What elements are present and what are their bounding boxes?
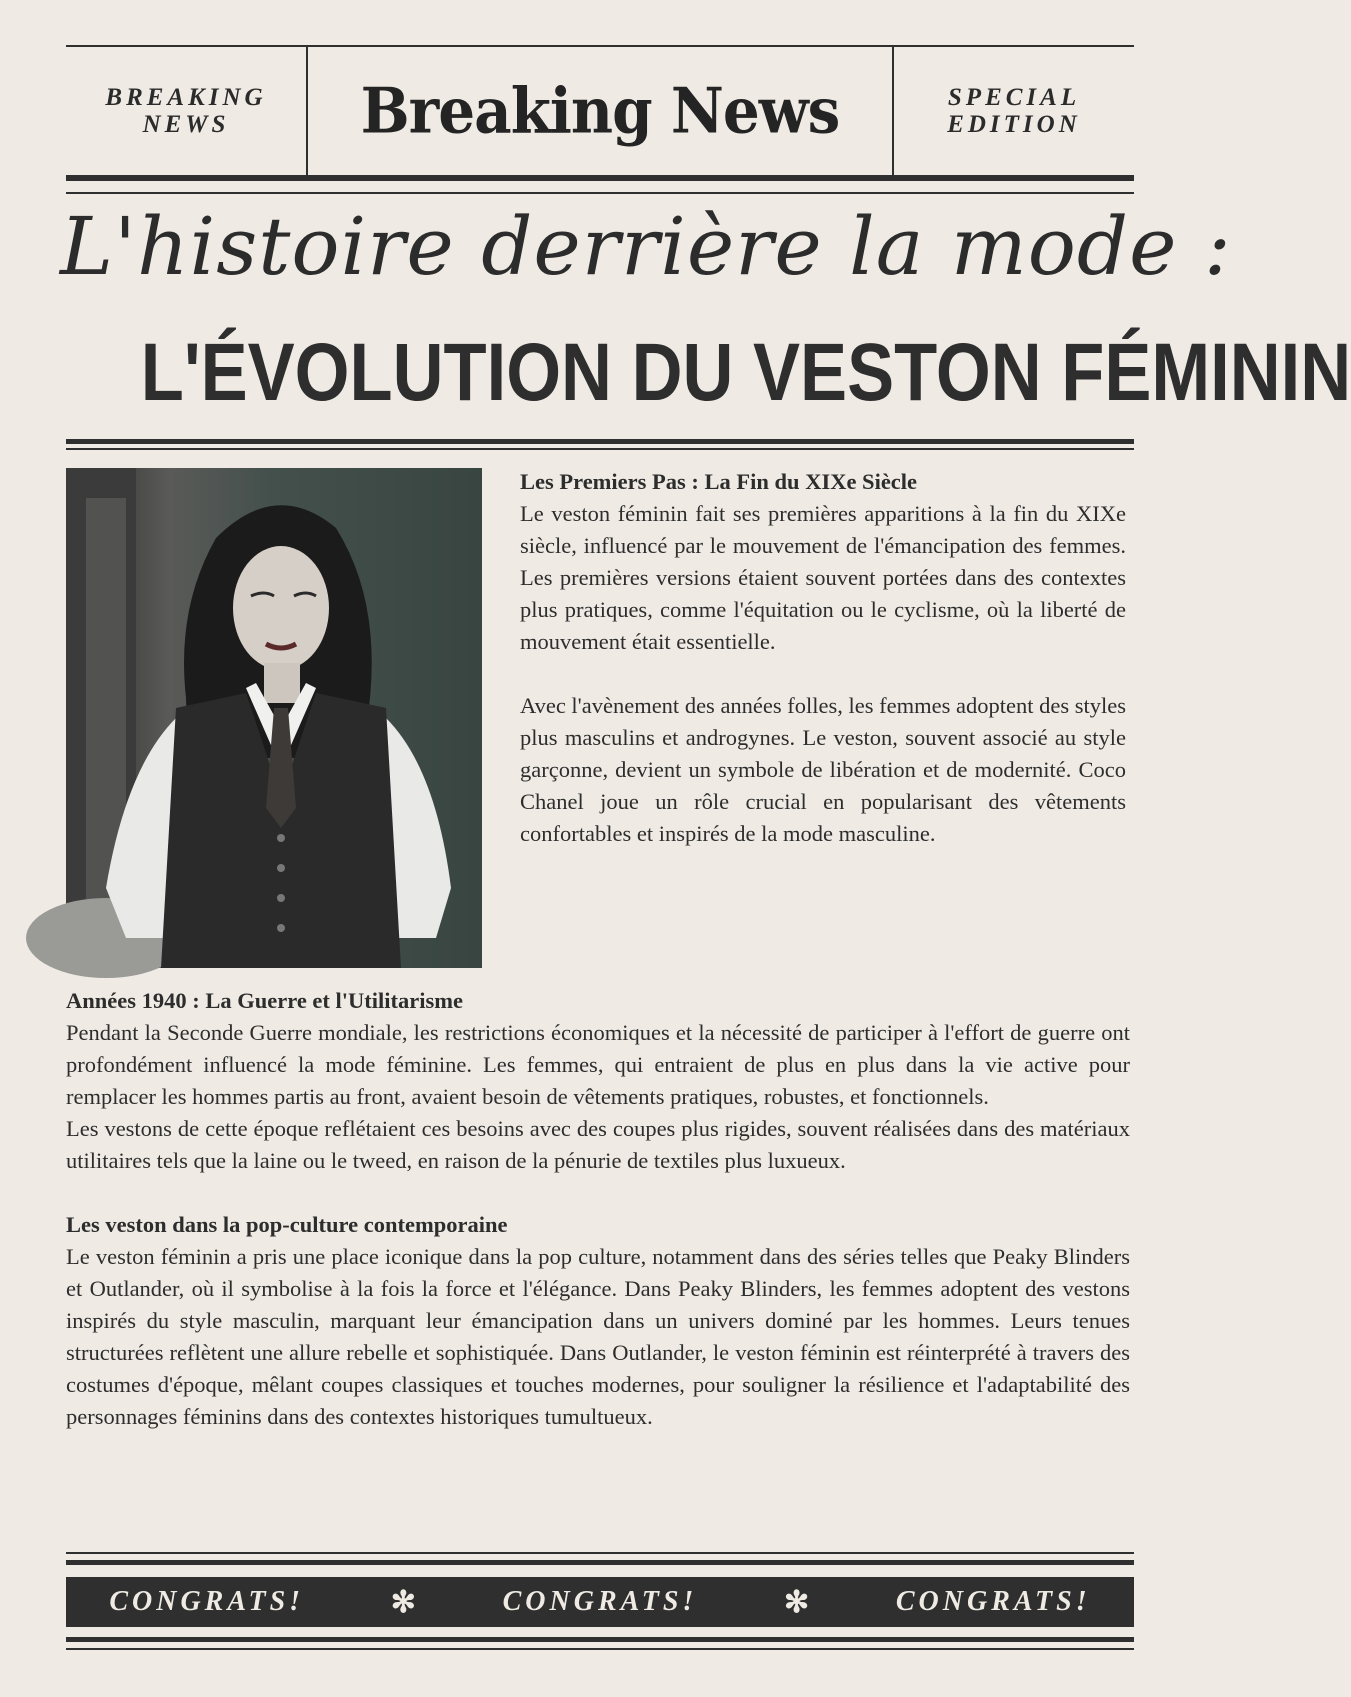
masthead-center-cell	[306, 47, 894, 175]
congrats-banner	[66, 1577, 1134, 1627]
masthead-bottom-rule-thick	[66, 175, 1134, 181]
woman-portrait-photo	[66, 468, 482, 968]
footer-top-rule-thick	[66, 1560, 1134, 1565]
congrats-text: CONGRATS!	[109, 1586, 305, 1617]
special-edition-label: SPECIAL EDITION	[947, 84, 1081, 138]
section-premiers-pas-para2: Avec l'avènement des années folles, les femmes adoptent des styles plus masculins et androgynes. Le veston, souvent associé au style garçonne, devient un symbole de libération et de modernité. Coco Chanel joue un rôle crucial en popularisant des vêtements confortables et inspirés de la mode masculine.	[520, 693, 1126, 846]
masthead	[66, 47, 1134, 175]
main-headline: L'ÉVOLUTION DU VESTON FÉMININ	[140, 327, 1351, 418]
script-headline: L'histoire derrière la mode :	[60, 200, 1232, 293]
section-1940-para2: Les vestons de cette époque reflétaient ces besoins avec des coupes plus rigides, souvent réalisées dans des matériaux utilitaires tels que la laine ou le tweed, en raison de la pénurie de textiles plus luxueux.	[66, 1116, 1130, 1173]
section-premiers-pas-heading: Les Premiers Pas : La Fin du XIXe Siècle	[520, 469, 918, 494]
masthead-title: Breaking News	[360, 74, 840, 148]
portrait-illustration	[66, 468, 482, 968]
footer-bottom-rule-thick	[66, 1637, 1134, 1642]
footer-bottom-rule-thin	[66, 1648, 1134, 1650]
section-pop-culture-para1: Le veston féminin a pris une place iconique dans la pop culture, notamment dans des séries telles que Peaky Blinders et Outlander, où il symbolise à la fois la force et l'élégance. Dans Peaky Blinders, les femmes adoptent des vestons inspirés du style masculin, marquant leur émancipation dans un univers dominé par les hommes. Leurs tenues structurées reflètent une allure rebelle et sophistiquée. Dans Outlander, le veston féminin est réinterprété à travers des costumes d'époque, mêlant coupes classiques et touches modernes, pour souligner la résilience et l'adaptabilité des personnages féminins dans des contextes historiques tumultueux.	[66, 1244, 1130, 1429]
footer-top-rule-thin	[66, 1552, 1134, 1554]
masthead-right-cell	[894, 47, 1134, 175]
congrats-text: CONGRATS!	[895, 1586, 1091, 1617]
section-premiers-pas-para1: Le veston féminin fait ses premières apparitions à la fin du XIXe siècle, influencé par le mouvement de l'émancipation des femmes. Les premières versions étaient souvent portées dans des contextes plus pratiques, comme l'équitation ou le cyclisme, où la liberté de mouvement était essentielle.	[520, 501, 1126, 654]
asterisk-icon: ✻	[784, 1585, 810, 1619]
congrats-text: CONGRATS!	[502, 1586, 698, 1617]
headline-rule-thin	[66, 448, 1134, 450]
section-1940-heading: Années 1940 : La Guerre et l'Utilitarisme	[66, 988, 464, 1013]
headline-rule-thick	[66, 439, 1134, 444]
section-1940-para1: Pendant la Seconde Guerre mondiale, les restrictions économiques et la nécessité de participer à l'effort de guerre ont profondément influencé la mode féminine. Les femmes, qui entraient de plus en plus dans la vie active pour remplacer les hommes partis au front, avaient besoin de vêtements pratiques, robustes, et fonctionnels.	[66, 1020, 1130, 1109]
breaking-news-label: BREAKING NEWS	[105, 84, 267, 138]
asterisk-icon: ✻	[390, 1585, 416, 1619]
masthead-bottom-rule-thin	[66, 192, 1134, 194]
section-lower	[66, 985, 1130, 1433]
masthead-left-cell	[66, 47, 306, 175]
section-premiers-pas	[520, 466, 1126, 850]
section-pop-culture-heading: Les veston dans la pop-culture contemporaine	[66, 1212, 508, 1237]
